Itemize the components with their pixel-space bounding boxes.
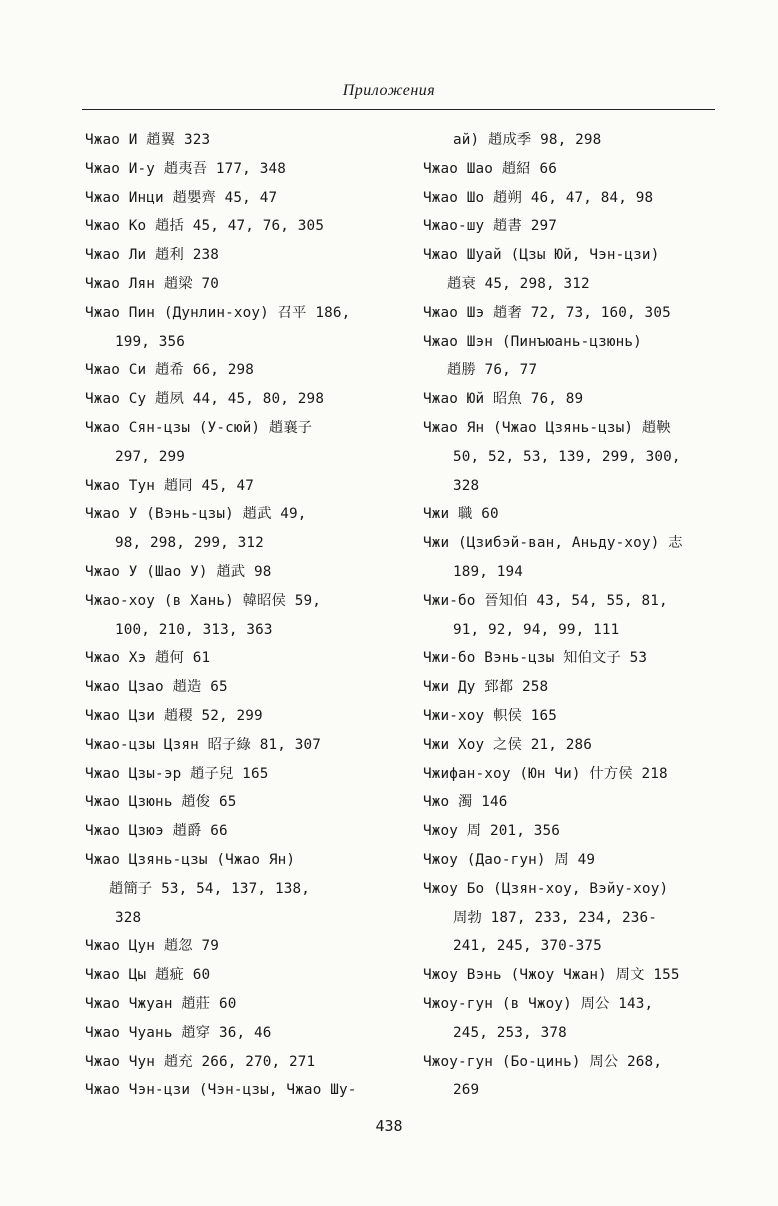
index-entry-line: Чжао Сян-цзы (У-сюй) 趙襄子 — [85, 419, 313, 436]
index-entry-line: Чжао Цзюнь 趙俊 65 — [85, 794, 237, 811]
page-number: 438 — [375, 1117, 403, 1135]
index-entry-line: Чжи-бо Вэнь-цзы 知伯文子 53 — [423, 650, 648, 667]
index-entry-line: Чжи Ду 郅都 258 — [423, 679, 549, 696]
index-entry-line: 50, 52, 53, 139, 299, 300, — [453, 448, 681, 465]
index-entry-line: Чжао Шуай (Цзы Юй, Чэн-цзи) — [423, 247, 660, 264]
index-entry-line: Чжи-хоу 軹侯 165 — [423, 707, 557, 724]
index-entry-line: Чжи Хоу 之侯 21, 286 — [423, 736, 593, 753]
index-entry-line: 周勃 187, 233, 234, 236- — [453, 909, 658, 926]
index-entry-line: ай) 趙成季 98, 298 — [453, 132, 602, 148]
index-entry-line: Чжао Цзюэ 趙爵 66 — [85, 823, 228, 840]
index-entry-line: Чжао Цун 趙忽 79 — [85, 938, 219, 955]
index-entry-line: Чжао Чэн-цзи (Чэн-цзы, Чжао Шу- — [85, 1082, 357, 1099]
running-header-title: Приложения — [342, 82, 436, 99]
index-entry-line: Чжао Ли 趙利 238 — [85, 247, 219, 264]
index-entry-line: 328 — [115, 909, 142, 926]
index-entry-line: 328 — [453, 477, 480, 494]
index-entry-line: Чжао Инци 趙嬰齊 45, 47 — [85, 189, 278, 206]
index-entry-line: Чжао Хэ 趙何 61 — [85, 650, 211, 667]
index-entry-line: 189, 194 — [453, 563, 524, 580]
index-entry-line: 245, 253, 378 — [453, 1024, 567, 1041]
index-entry-line: Чжао Су 趙夙 44, 45, 80, 298 — [85, 391, 325, 408]
index-entry-line: Чжао Цы 趙疵 60 — [85, 967, 211, 984]
index-entry-line: 趙勝 76, 77 — [447, 362, 538, 379]
index-entry-line: Чжао Шо 趙朔 46, 47, 84, 98 — [423, 189, 654, 206]
index-entry-line: Чжао Шао 趙紹 66 — [423, 160, 557, 177]
index-entry-line: Чжоу 周 201, 356 — [423, 823, 561, 840]
index-column-right — [423, 126, 753, 1105]
index-column-left — [85, 126, 415, 1105]
index-entry-line: Чжао У (Вэнь-цзы) 趙武 49, — [85, 506, 307, 523]
index-entry-line: Чжао Цзи 趙稷 52, 299 — [85, 707, 263, 724]
index-entry-line: Чжао Ко 趙括 45, 47, 76, 305 — [85, 218, 325, 235]
index-entry-line: Чжао И 趙翼 323 — [85, 132, 211, 148]
index-entry-line: 100, 210, 313, 363 — [115, 621, 273, 638]
index-entry-line: 91, 92, 94, 99, 111 — [453, 621, 620, 638]
index-entry-line: Чжао-хоу (в Хань) 韓昭侯 59, — [85, 592, 322, 609]
index-entry-line: Чжо 濁 146 — [423, 794, 508, 811]
index-entry-line: Чжи 職 60 — [423, 506, 499, 523]
index-entry-line: Чжао Тун 趙同 45, 47 — [85, 477, 255, 494]
index-entry-line: Чжао У (Шао У) 趙武 98 — [85, 563, 272, 580]
index-entry-line: Чжао Юй 昭魚 76, 89 — [423, 391, 584, 408]
index-entry-line: Чжоу Бо (Цзян-хоу, Вэйу-хоу) — [423, 880, 669, 897]
index-entry-line: Чжао Цзы-эр 趙子兒 165 — [85, 765, 269, 782]
index-entry-line: 趙衰 45, 298, 312 — [447, 275, 590, 292]
index-entry-line: Чжао Шэн (Пинъюань-цзюнь) — [423, 333, 642, 350]
index-entry-line: Чжао Лян 趙梁 70 — [85, 275, 219, 292]
index-entry-line: Чжоу Вэнь (Чжоу Чжан) 周文 155 — [423, 967, 680, 984]
index-entry-line: 199, 356 — [115, 333, 186, 350]
index-entry-line: Чжифан-хоу (Юн Чи) 什方侯 218 — [423, 765, 668, 782]
index-entry-line: Чжао-шу 趙書 297 — [423, 218, 557, 235]
index-entry-line: Чжао Шэ 趙奢 72, 73, 160, 305 — [423, 304, 671, 321]
index-entry-line: Чжоу-гун (в Чжоу) 周公 143, — [423, 995, 654, 1012]
index-entry-line: 269 — [453, 1082, 480, 1099]
index-entry-line: Чжоу-гун (Бо-цинь) 周公 268, — [423, 1053, 663, 1070]
index-entry-line: Чжао Чжуан 趙莊 60 — [85, 995, 237, 1012]
index-entry-line: Чжи (Цзибэй-ван, Аньду-хоу) 志 — [423, 535, 683, 552]
index-entry-line: Чжао-цзы Цзян 昭子綠 81, 307 — [85, 736, 322, 753]
index-entry-line: Чжао И-у 趙夷吾 177, 348 — [85, 160, 286, 177]
index-entry-line: Чжао Цзао 趙造 65 — [85, 679, 228, 696]
index-entry-line: 98, 298, 299, 312 — [115, 535, 264, 552]
index-entry-line: 241, 245, 370-375 — [453, 938, 602, 955]
index-entry-line: Чжао Си 趙希 66, 298 — [85, 362, 255, 379]
index-entry-line: Чжао Пин (Дунлин-хоу) 召平 186, — [85, 304, 351, 321]
index-entry-line: Чжоу (Дао-гун) 周 49 — [423, 851, 596, 868]
index-entry-line: Чжао Цзянь-цзы (Чжао Ян) — [85, 851, 296, 868]
index-entry-line: Чжао Ян (Чжао Цзянь-цзы) 趙鞅 — [423, 419, 671, 436]
index-entry-line: Чжао Чуань 趙穿 36, 46 — [85, 1024, 272, 1041]
index-entry-line: 趙簡子 53, 54, 137, 138, — [109, 880, 310, 897]
index-entry-line: Чжао Чун 趙充 266, 270, 271 — [85, 1053, 316, 1070]
index-entry-line: Чжи-бо 晉知伯 43, 54, 55, 81, — [423, 592, 668, 609]
index-entry-line: 297, 299 — [115, 448, 186, 465]
header-rule — [82, 109, 715, 110]
